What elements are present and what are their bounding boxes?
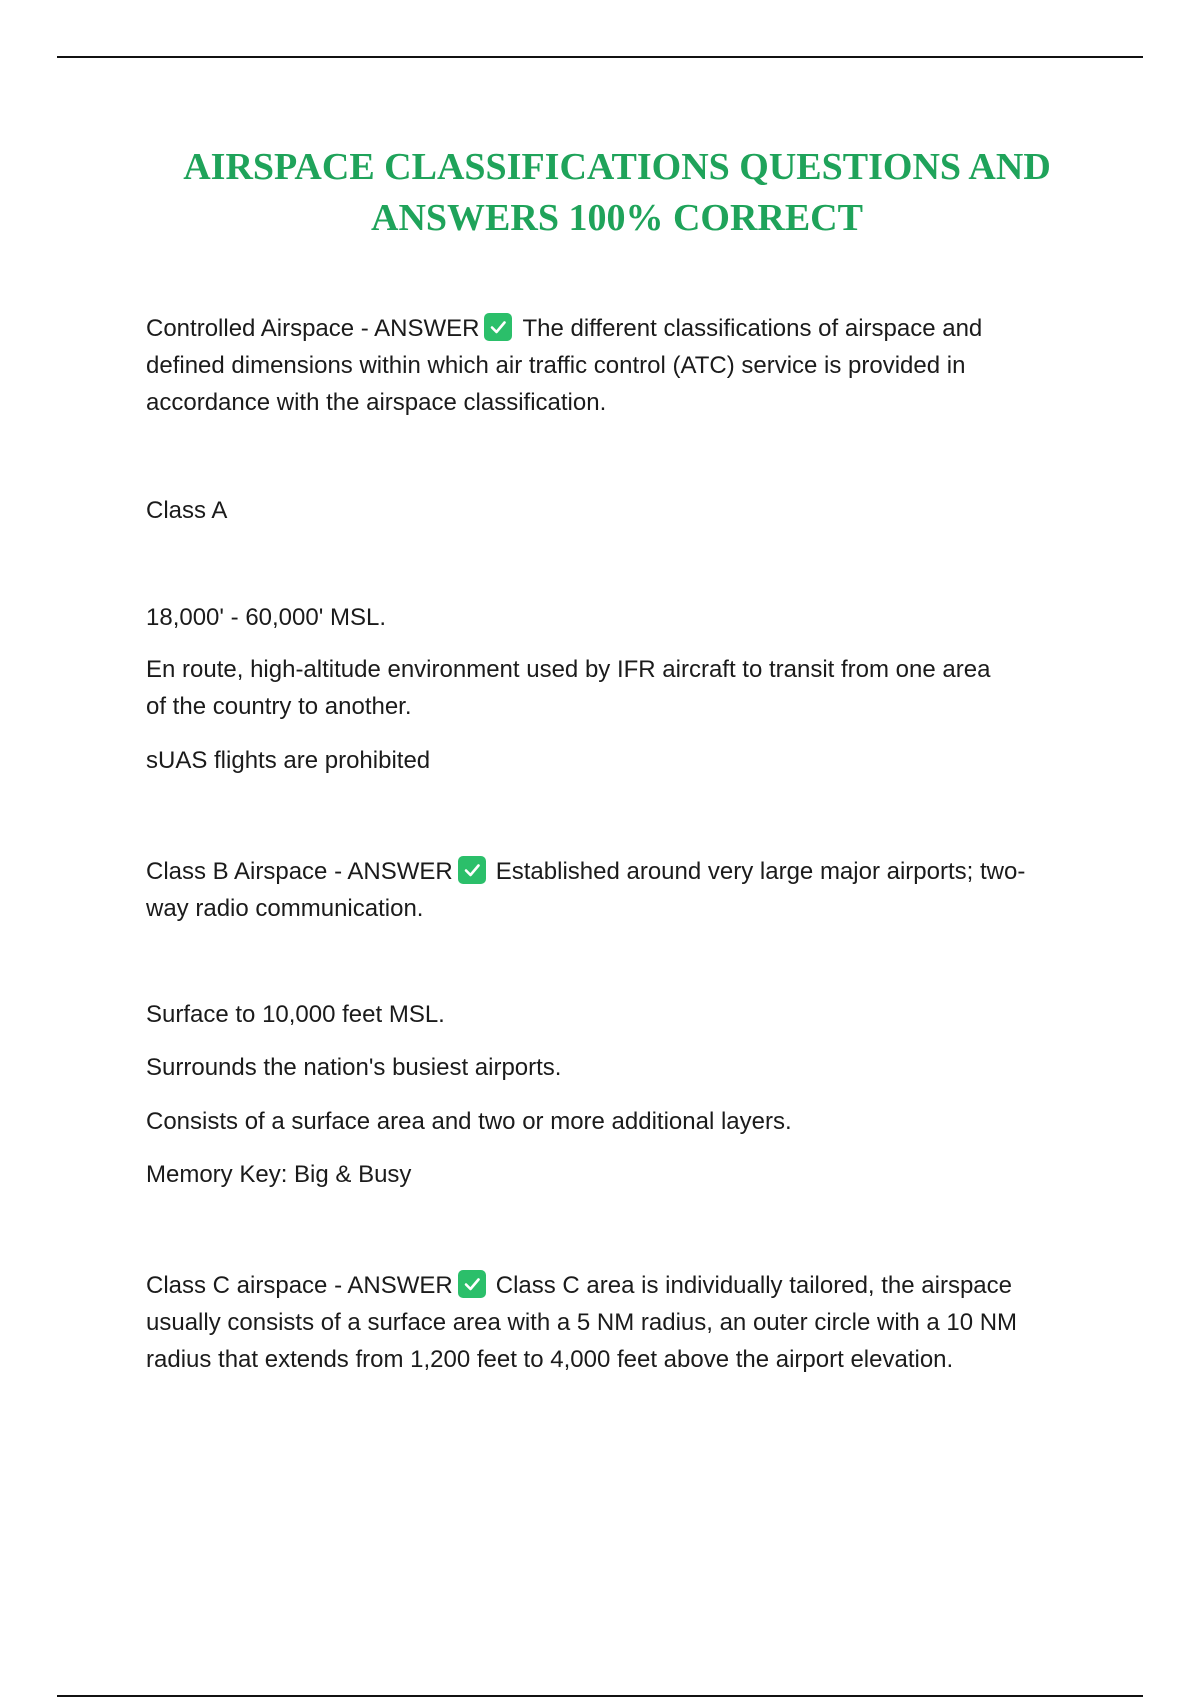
check-mark-icon — [458, 1270, 486, 1298]
class-c-line-2: usually consists of a surface area with a 5 NM radius, an outer circle with a 10 NM — [146, 1309, 1018, 1336]
class-b-fact-1: Surrounds the nation's busiest airports. — [146, 1054, 562, 1081]
class-b-answer-start: Established around very large major airports; two- — [495, 858, 1026, 885]
document-title — [100, 142, 1134, 244]
class-a-description — [146, 651, 1096, 725]
controlled-line-1 — [146, 310, 1096, 347]
check-mark-icon — [458, 856, 486, 884]
class-c-entry — [146, 1267, 1096, 1378]
class-c-line-1 — [146, 1267, 1096, 1304]
class-a-description-line-1: En route, high-altitude environment used by IFR aircraft to transit from one area — [146, 656, 991, 683]
class-b-entry — [146, 853, 1096, 927]
controlled-airspace-entry — [146, 310, 1096, 421]
controlled-question: Controlled Airspace - ANSWER — [146, 315, 480, 342]
check-mark-icon — [484, 313, 512, 341]
controlled-answer-start: The different classifications of airspace and — [522, 315, 983, 342]
class-c-answer-start: Class C area is individually tailored, the airspace — [495, 1272, 1012, 1299]
class-b-question: Class B Airspace - ANSWER — [146, 858, 453, 885]
class-b-memory-key: Memory Key: Big & Busy — [146, 1161, 412, 1188]
class-a-note: sUAS flights are prohibited — [146, 747, 431, 774]
class-b-line-1 — [146, 853, 1096, 890]
class-b-altitude: Surface to 10,000 feet MSL. — [146, 1001, 445, 1028]
class-c-line-3: radius that extends from 1,200 feet to 4,000 feet above the airport elevation. — [146, 1346, 954, 1373]
controlled-line-2: defined dimensions within which air traffic control (ATC) service is provided in — [146, 352, 966, 379]
top-rule — [57, 56, 1143, 58]
class-a-heading: Class A — [146, 497, 228, 524]
class-c-question: Class C airspace - ANSWER — [146, 1272, 453, 1299]
class-b-fact-2: Consists of a surface area and two or more additional layers. — [146, 1108, 792, 1135]
controlled-line-3: accordance with the airspace classification. — [146, 389, 607, 416]
class-a-description-line-2: of the country to another. — [146, 693, 412, 720]
title-line-1: AIRSPACE CLASSIFICATIONS QUESTIONS AND — [183, 146, 1051, 188]
bottom-rule — [57, 1695, 1143, 1697]
class-b-line-2: way radio communication. — [146, 895, 424, 922]
title-line-2: ANSWERS 100% CORRECT — [371, 197, 863, 239]
class-a-altitude: 18,000' - 60,000' MSL. — [146, 604, 386, 631]
